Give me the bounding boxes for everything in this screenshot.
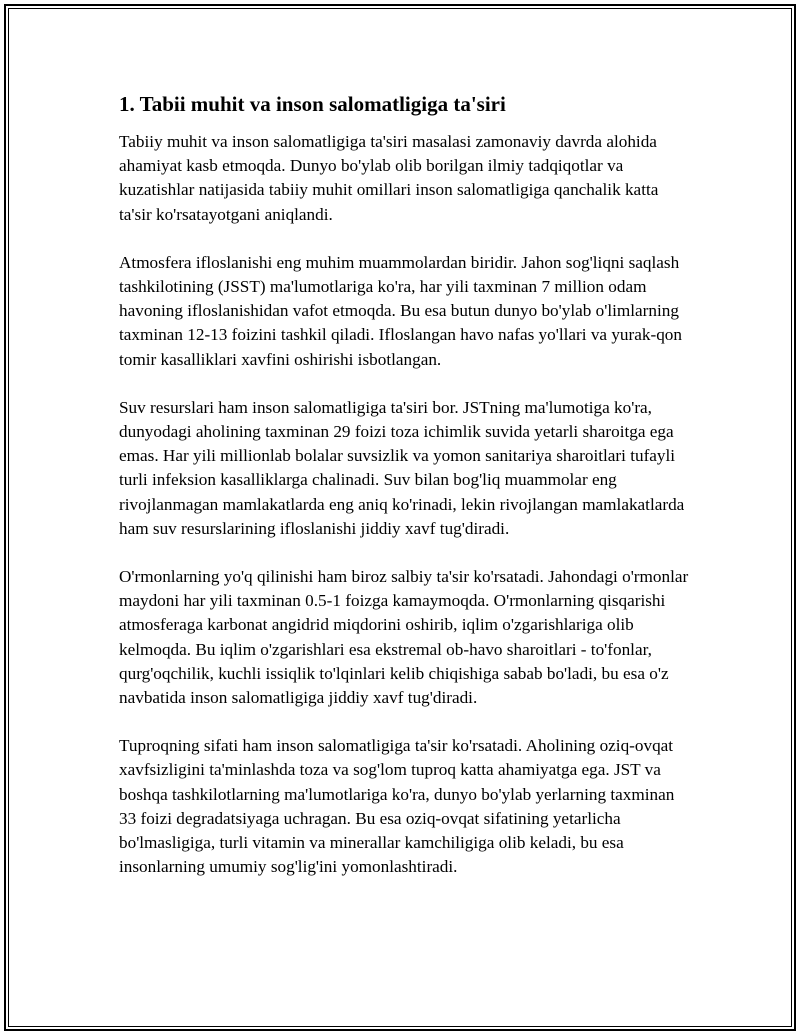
paragraph-air-pollution: Atmosfera ifloslanishi eng muhim muammolardan biridir. Jahon sog'liqni saqlash tashkilotining (JSST) ma'lumotlariga ko'ra, har yili taxminan 7 million odam havoning ifloslanishidan vafot etmoqda. Bu esa butun dunyo bo'ylab o'limlarning taxminan 12-13 foizini tashkil qiladi. Ifloslangan havo nafas yo'llari va yurak-qon tomir kasalliklari xavfini oshirishi isbotlangan. <box>119 252 682 369</box>
document-body <box>114 90 694 903</box>
paragraph-soil-quality: Tuproqning sifati ham inson salomatligiga ta'sir ko'rsatadi. Aholining oziq-ovqat xavfsizligini ta'minlashda toza va sog'lom tuproq katta ahamiyatga ega. JST va boshqa tashkilotlarning ma'lumotlariga ko'ra, dunyo bo'ylab yerlarning taxminan 33 foizi degradatsiyaga uchragan. Bu esa oziq-ovqat sifatining yetarlicha bo'lmasligiga, turli vitamin va minerallar kamchiligiga olib keladi, bu esa insonlarning umumiy sog'lig'ini yomonlashtiradi. <box>119 736 675 877</box>
paragraph-water-resources: Suv resurslari ham inson salomatligiga ta'siri bor. JSTning ma'lumotiga ko'ra, dunyodagi aholining taxminan 29 foizi toza ichimlik suvida yetarli sharoitga ega emas. Har yili millionlab bolalar suvsizlik va yomon sanitariya sharoitlari tufayli turli infeksion kasalliklarga chalinadi. Suv bilan bog'liq muammolar eng rivojlanmagan mamlakatlarda eng aniq ko'rinadi, lekin rivojlangan mamlakatlarda ham suv resurslarining ifloslanishi jiddiy xavf tug'diradi. <box>119 397 685 538</box>
paragraph-intro: Tabiiy muhit va inson salomatligiga ta'siri masalasi zamonaviy davrda alohida ahamiyat kasb etmoqda. Dunyo bo'ylab olib borilgan ilmiy tadqiqotlar va kuzatishlar natijasida tabiiy muhit omillari inson salomatligiga qanchalik katta ta'sir ko'rsatayotgani aniqlandi. <box>119 132 659 224</box>
section-heading: 1. Tabii muhit va inson salomatligiga ta'siri <box>119 92 506 116</box>
paragraph-deforestation: O'rmonlarning yo'q qilinishi ham biroz salbiy ta'sir ko'rsatadi. Jahondagi o'rmonlar maydoni har yili taxminan 0.5-1 foizga kamaymoqda. O'rmonlarning qisqarishi atmosferaga karbonat angidrid miqdorini oshirib, iqlim o'zgarishlariga olib kelmoqda. Bu iqlim o'zgarishlari esa ekstremal ob-havo sharoitlari - to'fonlar, qurg'oqchilik, kuchli issiqlik to'lqinlari kelib chiqishiga sabab bo'ladi, bu esa o'z navbatida inson salomatligiga jiddiy xavf tug'diradi. <box>119 567 689 708</box>
